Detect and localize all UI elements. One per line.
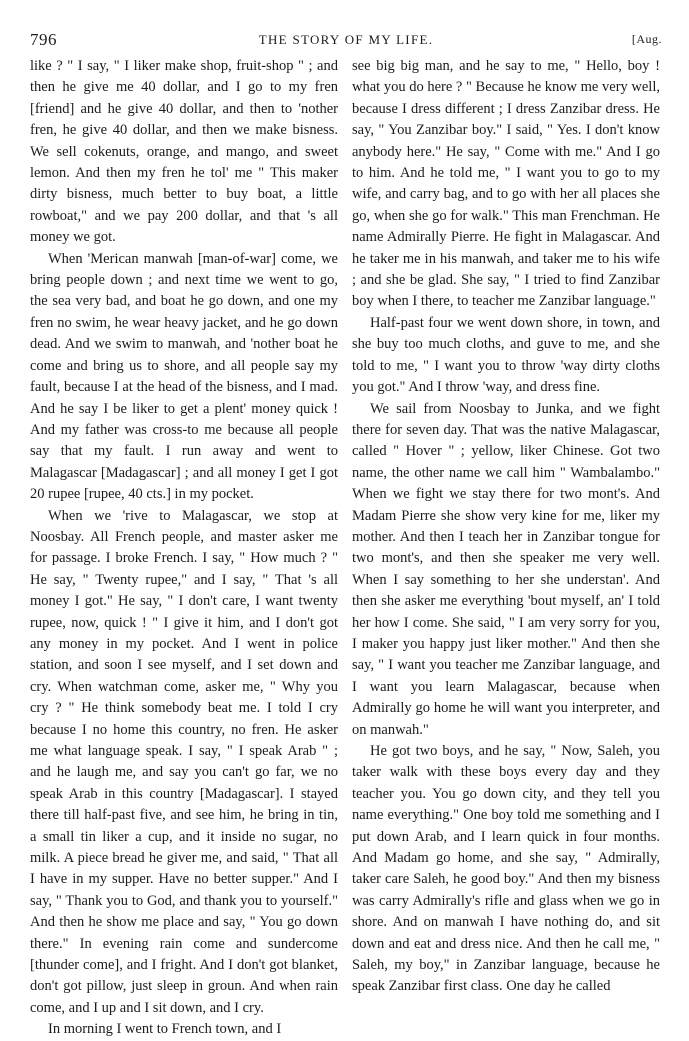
paragraph: When we 'rive to Malagascar, we stop at Noosbay. All French people, and master asker me for passage. I broke French. I say, " How much ? " He say, " Twenty rupee," and I say, " That 's all money I got." He say, " I don't care, I want twenty rupee, now, quick ! " I give it him, and I don't got any money in my pocket. And I went in police station, and soon I see myself, and I set down and cry. When watchman come, asker me, " Why you cry ? " He think somebody beat me. I told I cry because I no home this country, no fren. He asker me what language speak. I say, " I speak Arab " ; and he laugh me, and say you can't go far, we no speak Arab in this country [Madagascar]. I stayed there till half-past five, and see him, he bring in tin, a small tin liker a cup, and it inside no sugar, no milk. A piece bread he giver me, and said, " That all I have in my supper. Have no better supper." And I say, " Thank you to God, and thank you to yourself." And then he show me place and say, " You go down there." In evening rain come and sundercome [thunder come], and I fright. And I don't got blanket, don't got pillow, just sleep in groun. And when rain come, and I up and I sit down, and I cry.	[30, 507, 338, 1016]
month-label: [Aug.	[631, 32, 662, 46]
text-column-left	[30, 56, 338, 1038]
paragraph: He got two boys, and he say, " Now, Saleh, you taker walk with these boys every day and they teacher you. You go down city, and they tell you name everything." One boy told me something and I put down Arab, and I learn quick in four months. And Madam go home, and she say, " Admirally, taker care Saleh, he good boy." And then my bisness was carry Admirally's rifle and glass when we go in shore. And on manwah I have nothing do, and sit down and eat and dress nice. And then he call me, " Saleh, my boy," in Zanzibar language, because he speak Zanzibar first class. One day he called	[352, 743, 660, 995]
page-number: 796	[30, 30, 57, 49]
running-title: THE STORY OF MY LIFE.	[258, 32, 434, 47]
paragraph: In morning I went to French town, and I	[48, 1021, 282, 1038]
paragraph: We sail from Noosbay to Junka, and we fight there for seven day. That was the native Malagascar, called " Hover " ; yellow, liker Chinese. Got two name, the other name we call him " Wambalambo." When we fight we stay there for two mont's. And Madam Pierre she show very kine for me, liker my mother. And then I teach her in Zanzibar tongue for two mont's, and then she speaker me very well. When I say something to her she understan'. And then she asker me everything 'bout myself, an' I told her how I come. She said, " I am very sorry for you, I maker you happy just liker mother." And then she say, " I want you teacher me Zanzibar language, and I want you learn Malagascar, because when Admirally go home he will want you interpreter, and on manwah."	[352, 400, 660, 738]
text-column-right	[352, 56, 660, 995]
paragraph: When 'Merican manwah [man-of-war] come, we bring people down ; and next time we went to go, the sea very bad, and boat he go down, and one my fren no swim, he wear heavy jacket, and he go down dead. And we swim to manwah, and 'nother boat he come and bring us to shore, and all people say my fault, because I at the head of the bisness, and I mad. And he say I be liker to get a plent' money quick ! And my father was cross-to me because all people say that my fault. I run away and went to Malagascar [Madagascar] ; and all money I get I got 20 rupee [rupee, 40 cts.] in my pocket.	[30, 250, 338, 503]
running-header	[30, 30, 662, 52]
paragraph: Half-past four we went down shore, in town, and she buy too much cloths, and guve to me, and she told to me, " I want you to throw 'way dirty cloths you got." And I throw 'way, and dress fine.	[352, 314, 660, 396]
paragraph: see big big man, and he say to me, " Hello, boy ! what you do here ? " Because he know me very well, because I dress different ; I dress Zanzibar dress. He say, " You Zanzibar boy." I said, " Yes. I don't know anybody here." He say, " Come with me." And I go to him. And he told me, " I want you to go to my wife, and carry bag, and to go with her all places she go, when she go for walk." This man Frenchman. He name Admirally Pierre. He fight in Malagascar. And he taker me in his manwah, and taker me to his wife ; and she be glad. She say, " I tried to find Zanzibar boy when I there, to teacher me Zanzibar language."	[352, 58, 660, 310]
paragraph: like ? " I say, " I liker make shop, fruit-shop " ; and then he give me 40 dollar, and I go to my fren [friend] and he give 40 dollar, and then to 'nother fren, he give 40 dollar, and then we make bisness. We sell cokenuts, orange, and mango, and sweet lemon. And then my fren he tol' me " This maker dirty bisness, much better to buy boat, a little rowboat," and we pay 200 dollar, and that 's all money we got.	[30, 58, 338, 246]
